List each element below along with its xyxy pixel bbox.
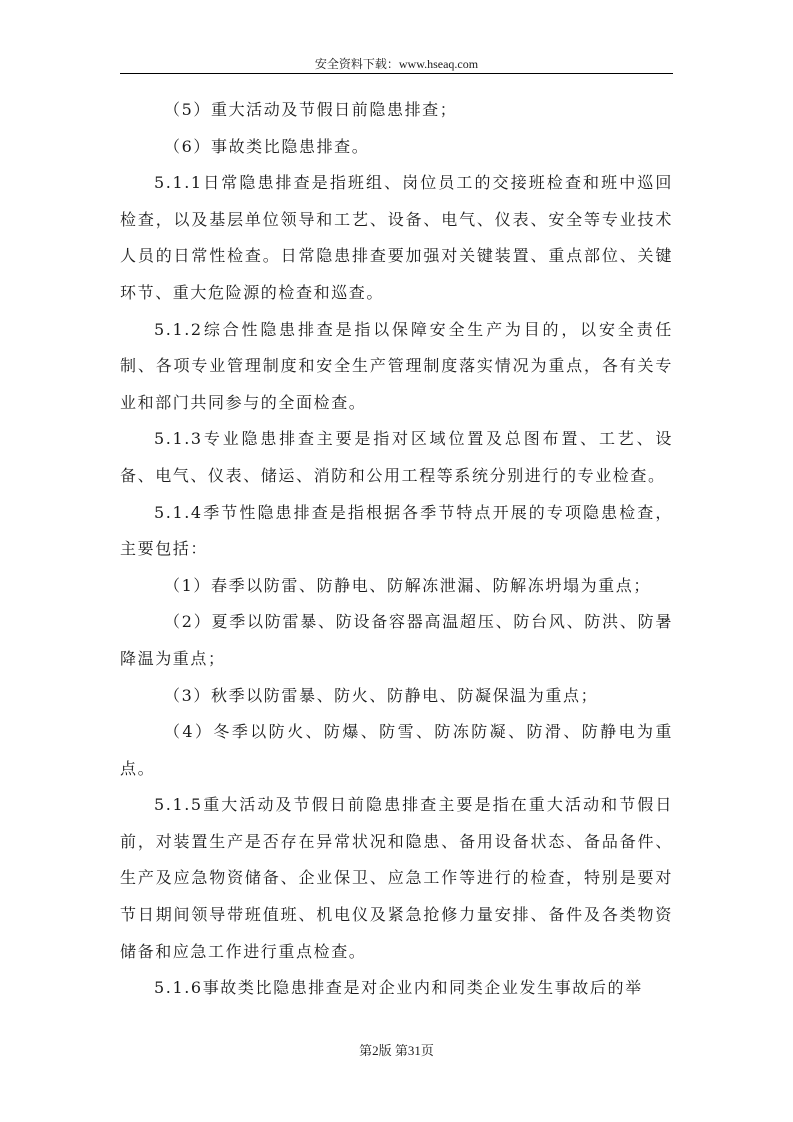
page-header: 安全资料下载：www.hseaq.com <box>314 57 479 71</box>
season-item-winter: （4）冬季以防火、防爆、防雪、防冻防凝、防滑、防静电为重点。 <box>120 722 673 778</box>
section-5-1-4: 5.1.4季节性隐患排查是指根据各季节特点开展的专项隐患检查，主要包括： <box>120 502 673 559</box>
list-item-6: （6）事故类比隐患排查。 <box>164 136 370 156</box>
section-5-1-6: 5.1.6事故类比隐患排查是对企业内和同类企业发生事故后的举 <box>154 978 643 998</box>
header-divider <box>120 73 673 74</box>
list-item-5: （5）重大活动及节假日前隐患排查； <box>164 100 458 119</box>
section-5-1-2: 5.1.2综合性隐患排查是指以保障安全生产为目的，以安全责任制、各项专业管理制度和安全生产管理制度落实情况为重点，各有关专业和部门共同参与的全面检查。 <box>120 319 673 412</box>
document-body <box>120 92 673 1007</box>
page-footer: 第2版 第31页 <box>359 1043 434 1058</box>
season-item-autumn: （3）秋季以防雷暴、防火、防静电、防凝保温为重点； <box>164 685 599 705</box>
section-5-1-3: 5.1.3专业隐患排查主要是指对区域位置及总图布置、工艺、设备、电气、仪表、储运、消防和公用工程等系统分别进行的专业检查。 <box>120 429 673 485</box>
section-5-1-5: 5.1.5重大活动及节假日前隐患排查主要是指在重大活动和节假日前，对装置生产是否存在异常状况和隐患、备用设备状态、备品备件、生产及应急物资储备、企业保卫、应急工作等进行的检查，特别是要对节日期间领导带班值班、机电仪及紧急抢修力量安排、备件及各类物资储备和应急工作进行重点检查。 <box>120 795 673 961</box>
season-item-spring: （1）春季以防雷、防静电、防解冻泄漏、防解冻坍塌为重点； <box>164 575 651 595</box>
section-5-1-1: 5.1.1日常隐患排查是指班组、岗位员工的交接班检查和班中巡回检查，以及基层单位领导和工艺、设备、电气、仪表、安全等专业技术人员的日常性检查。日常隐患排查要加强对关键装置、重点部位、关键环节、重大危险源的检查和巡查。 <box>120 173 673 302</box>
season-item-summer: （2）夏季以防雷暴、防设备容器高温超压、防台风、防洪、防暑降温为重点； <box>120 612 673 668</box>
